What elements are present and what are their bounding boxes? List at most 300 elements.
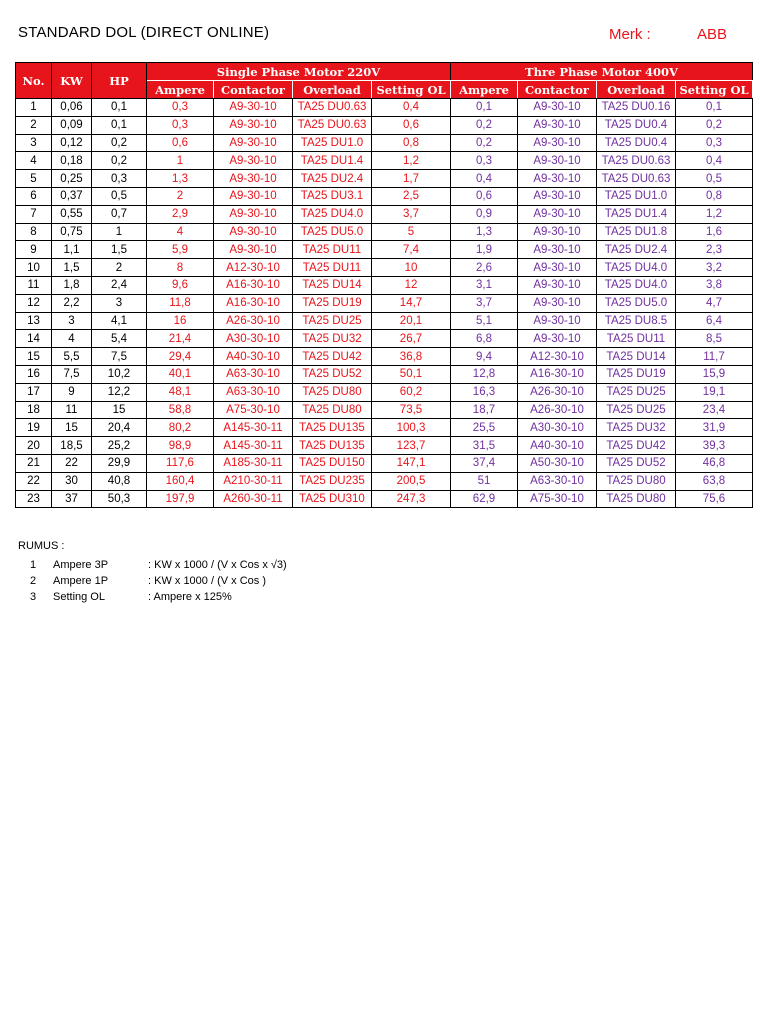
cell-t-con: A16-30-10	[518, 365, 597, 383]
cell-t-set: 46,8	[676, 454, 753, 472]
formula-name: Ampere 3P	[53, 559, 109, 571]
table-row	[16, 401, 753, 419]
cell-t-ovl: TA25 DU52	[597, 454, 676, 472]
cell-t-set: 0,8	[676, 187, 753, 205]
cell-s-amp: 58,8	[147, 401, 214, 419]
cell-t-amp: 62,9	[451, 490, 518, 508]
table-row	[16, 116, 753, 134]
cell-s-ovl: TA25 DU235	[293, 472, 372, 490]
cell-s-ovl: TA25 DU3.1	[293, 187, 372, 205]
cell-t-amp: 5,1	[451, 312, 518, 330]
cell-no: 21	[16, 454, 52, 472]
cell-t-con: A9-30-10	[518, 187, 597, 205]
cell-kw: 1,8	[52, 276, 92, 294]
cell-s-amp: 29,4	[147, 348, 214, 366]
cell-no: 1	[16, 99, 52, 117]
cell-t-amp: 3,1	[451, 276, 518, 294]
cell-s-set: 60,2	[372, 383, 451, 401]
cell-s-amp: 8	[147, 259, 214, 277]
cell-s-set: 10	[372, 259, 451, 277]
header-single-phase: Single Phase Motor 220V	[147, 63, 451, 81]
cell-t-amp: 25,5	[451, 419, 518, 437]
cell-t-con: A12-30-10	[518, 348, 597, 366]
table-row	[16, 365, 753, 383]
cell-t-ovl: TA25 DU1.8	[597, 223, 676, 241]
cell-no: 22	[16, 472, 52, 490]
cell-t-ovl: TA25 DU19	[597, 365, 676, 383]
cell-hp: 50,3	[92, 490, 147, 508]
header-three-phase: Thre Phase Motor 400V	[451, 63, 753, 81]
cell-s-con: A9-30-10	[214, 116, 293, 134]
cell-t-amp: 18,7	[451, 401, 518, 419]
table-row	[16, 419, 753, 437]
cell-t-set: 3,2	[676, 259, 753, 277]
cell-t-amp: 16,3	[451, 383, 518, 401]
cell-t-con: A26-30-10	[518, 383, 597, 401]
header-single-setting: Setting OL	[372, 81, 451, 99]
cell-s-amp: 0,3	[147, 116, 214, 134]
cell-t-amp: 6,8	[451, 330, 518, 348]
cell-t-set: 0,5	[676, 170, 753, 188]
cell-hp: 0,2	[92, 134, 147, 152]
cell-s-ovl: TA25 DU0.63	[293, 99, 372, 117]
cell-t-amp: 3,7	[451, 294, 518, 312]
cell-s-ovl: TA25 DU1.0	[293, 134, 372, 152]
cell-kw: 2,2	[52, 294, 92, 312]
cell-t-set: 39,3	[676, 437, 753, 455]
cell-t-set: 3,8	[676, 276, 753, 294]
cell-t-con: A9-30-10	[518, 276, 597, 294]
cell-s-con: A260-30-11	[214, 490, 293, 508]
cell-hp: 29,9	[92, 454, 147, 472]
cell-t-set: 1,2	[676, 205, 753, 223]
cell-s-con: A30-30-10	[214, 330, 293, 348]
formula-num: 2	[30, 575, 37, 587]
formula-expr: : KW x 1000 / (V x Cos x √3)	[148, 559, 287, 571]
cell-s-ovl: TA25 DU80	[293, 383, 372, 401]
cell-s-set: 73,5	[372, 401, 451, 419]
cell-t-set: 4,7	[676, 294, 753, 312]
cell-t-con: A50-30-10	[518, 454, 597, 472]
cell-hp: 5,4	[92, 330, 147, 348]
cell-kw: 4	[52, 330, 92, 348]
cell-hp: 1	[92, 223, 147, 241]
cell-t-amp: 2,6	[451, 259, 518, 277]
cell-no: 17	[16, 383, 52, 401]
cell-hp: 0,3	[92, 170, 147, 188]
cell-kw: 7,5	[52, 365, 92, 383]
page-title: STANDARD DOL (DIRECT ONLINE)	[18, 24, 270, 41]
cell-s-set: 7,4	[372, 241, 451, 259]
cell-s-con: A185-30-11	[214, 454, 293, 472]
table-row	[16, 383, 753, 401]
rumus-title: RUMUS :	[18, 540, 65, 552]
cell-s-ovl: TA25 DU0.63	[293, 116, 372, 134]
table-row	[16, 276, 753, 294]
cell-s-set: 50,1	[372, 365, 451, 383]
cell-s-amp: 11,8	[147, 294, 214, 312]
cell-hp: 3	[92, 294, 147, 312]
cell-t-con: A9-30-10	[518, 294, 597, 312]
cell-t-set: 0,3	[676, 134, 753, 152]
cell-s-con: A16-30-10	[214, 276, 293, 294]
cell-t-ovl: TA25 DU80	[597, 490, 676, 508]
cell-s-con: A9-30-10	[214, 170, 293, 188]
cell-s-ovl: TA25 DU5.0	[293, 223, 372, 241]
cell-t-con: A9-30-10	[518, 205, 597, 223]
cell-no: 19	[16, 419, 52, 437]
cell-s-amp: 16	[147, 312, 214, 330]
table-body	[16, 99, 753, 508]
cell-t-amp: 0,3	[451, 152, 518, 170]
cell-s-set: 1,7	[372, 170, 451, 188]
cell-t-con: A63-30-10	[518, 472, 597, 490]
cell-s-amp: 197,9	[147, 490, 214, 508]
cell-t-amp: 0,1	[451, 99, 518, 117]
cell-t-set: 8,5	[676, 330, 753, 348]
cell-t-amp: 51	[451, 472, 518, 490]
header-three-ampere: Ampere	[451, 81, 518, 99]
cell-t-ovl: TA25 DU2.4	[597, 241, 676, 259]
cell-s-set: 14,7	[372, 294, 451, 312]
header-three-overload: Overload	[597, 81, 676, 99]
cell-hp: 2	[92, 259, 147, 277]
cell-t-ovl: TA25 DU5.0	[597, 294, 676, 312]
cell-hp: 0,1	[92, 116, 147, 134]
cell-t-amp: 0,2	[451, 134, 518, 152]
cell-t-con: A30-30-10	[518, 419, 597, 437]
cell-s-ovl: TA25 DU32	[293, 330, 372, 348]
table-row	[16, 490, 753, 508]
cell-t-con: A9-30-10	[518, 134, 597, 152]
cell-no: 7	[16, 205, 52, 223]
cell-s-ovl: TA25 DU1.4	[293, 152, 372, 170]
cell-kw: 0,09	[52, 116, 92, 134]
cell-s-ovl: TA25 DU25	[293, 312, 372, 330]
cell-no: 18	[16, 401, 52, 419]
formula-line	[0, 559, 768, 573]
cell-s-amp: 2	[147, 187, 214, 205]
cell-s-ovl: TA25 DU80	[293, 401, 372, 419]
cell-no: 16	[16, 365, 52, 383]
cell-s-ovl: TA25 DU135	[293, 437, 372, 455]
cell-kw: 30	[52, 472, 92, 490]
dol-standard-table	[15, 62, 753, 508]
cell-t-ovl: TA25 DU11	[597, 330, 676, 348]
cell-t-con: A75-30-10	[518, 490, 597, 508]
cell-t-ovl: TA25 DU0.63	[597, 152, 676, 170]
cell-t-set: 15,9	[676, 365, 753, 383]
table-row	[16, 99, 753, 117]
cell-s-set: 123,7	[372, 437, 451, 455]
cell-kw: 22	[52, 454, 92, 472]
cell-s-con: A12-30-10	[214, 259, 293, 277]
cell-s-set: 26,7	[372, 330, 451, 348]
table-row	[16, 437, 753, 455]
cell-t-amp: 12,8	[451, 365, 518, 383]
cell-hp: 25,2	[92, 437, 147, 455]
cell-t-set: 63,8	[676, 472, 753, 490]
cell-hp: 7,5	[92, 348, 147, 366]
cell-hp: 0,5	[92, 187, 147, 205]
cell-s-con: A145-30-11	[214, 419, 293, 437]
cell-t-set: 0,2	[676, 116, 753, 134]
cell-hp: 40,8	[92, 472, 147, 490]
cell-hp: 0,2	[92, 152, 147, 170]
cell-no: 2	[16, 116, 52, 134]
table-row	[16, 223, 753, 241]
cell-s-ovl: TA25 DU2.4	[293, 170, 372, 188]
cell-no: 6	[16, 187, 52, 205]
header-hp: HP	[92, 63, 147, 99]
cell-t-set: 19,1	[676, 383, 753, 401]
cell-kw: 3	[52, 312, 92, 330]
cell-t-con: A9-30-10	[518, 152, 597, 170]
table-row	[16, 187, 753, 205]
cell-s-amp: 1	[147, 152, 214, 170]
cell-s-amp: 80,2	[147, 419, 214, 437]
cell-s-amp: 1,3	[147, 170, 214, 188]
formula-name: Ampere 1P	[53, 575, 109, 587]
cell-s-amp: 48,1	[147, 383, 214, 401]
cell-s-ovl: TA25 DU11	[293, 259, 372, 277]
cell-kw: 0,12	[52, 134, 92, 152]
cell-s-con: A210-30-11	[214, 472, 293, 490]
cell-s-set: 200,5	[372, 472, 451, 490]
cell-t-ovl: TA25 DU14	[597, 348, 676, 366]
cell-hp: 0,1	[92, 99, 147, 117]
cell-kw: 1,1	[52, 241, 92, 259]
formula-expr: : KW x 1000 / (V x Cos )	[148, 575, 266, 587]
cell-t-set: 75,6	[676, 490, 753, 508]
cell-kw: 18,5	[52, 437, 92, 455]
cell-s-set: 5	[372, 223, 451, 241]
formula-name: Setting OL	[53, 591, 105, 603]
cell-no: 12	[16, 294, 52, 312]
merk-value: ABB	[697, 26, 728, 43]
table-row	[16, 312, 753, 330]
cell-t-ovl: TA25 DU4.0	[597, 276, 676, 294]
cell-s-ovl: TA25 DU11	[293, 241, 372, 259]
cell-s-amp: 117,6	[147, 454, 214, 472]
formula-expr: : Ampere x 125%	[148, 591, 232, 603]
table-row	[16, 330, 753, 348]
formula-line	[0, 591, 768, 605]
cell-kw: 0,55	[52, 205, 92, 223]
table-row	[16, 472, 753, 490]
cell-s-amp: 9,6	[147, 276, 214, 294]
cell-no: 11	[16, 276, 52, 294]
header-no: No.	[16, 63, 52, 99]
cell-s-ovl: TA25 DU310	[293, 490, 372, 508]
cell-s-ovl: TA25 DU19	[293, 294, 372, 312]
cell-s-con: A63-30-10	[214, 383, 293, 401]
header-single-ampere: Ampere	[147, 81, 214, 99]
cell-kw: 5,5	[52, 348, 92, 366]
cell-kw: 0,18	[52, 152, 92, 170]
cell-s-amp: 0,6	[147, 134, 214, 152]
cell-hp: 4,1	[92, 312, 147, 330]
cell-hp: 15	[92, 401, 147, 419]
cell-hp: 12,2	[92, 383, 147, 401]
cell-kw: 0,37	[52, 187, 92, 205]
cell-t-set: 1,6	[676, 223, 753, 241]
cell-t-ovl: TA25 DU25	[597, 383, 676, 401]
cell-s-ovl: TA25 DU135	[293, 419, 372, 437]
cell-t-amp: 9,4	[451, 348, 518, 366]
cell-s-amp: 21,4	[147, 330, 214, 348]
table-row	[16, 134, 753, 152]
cell-t-ovl: TA25 DU0.4	[597, 116, 676, 134]
cell-kw: 11	[52, 401, 92, 419]
cell-s-con: A9-30-10	[214, 241, 293, 259]
cell-t-con: A9-30-10	[518, 116, 597, 134]
cell-s-con: A16-30-10	[214, 294, 293, 312]
cell-no: 13	[16, 312, 52, 330]
cell-kw: 0,06	[52, 99, 92, 117]
cell-s-con: A9-30-10	[214, 152, 293, 170]
table-row	[16, 241, 753, 259]
cell-hp: 1,5	[92, 241, 147, 259]
cell-t-con: A9-30-10	[518, 259, 597, 277]
cell-t-amp: 0,2	[451, 116, 518, 134]
cell-no: 14	[16, 330, 52, 348]
cell-s-set: 1,2	[372, 152, 451, 170]
cell-no: 10	[16, 259, 52, 277]
cell-s-con: A9-30-10	[214, 99, 293, 117]
cell-t-ovl: TA25 DU0.4	[597, 134, 676, 152]
table-row	[16, 170, 753, 188]
merk-label: Merk :	[609, 26, 651, 43]
cell-s-set: 147,1	[372, 454, 451, 472]
cell-t-set: 23,4	[676, 401, 753, 419]
cell-t-ovl: TA25 DU0.16	[597, 99, 676, 117]
cell-kw: 0,75	[52, 223, 92, 241]
cell-s-set: 3,7	[372, 205, 451, 223]
cell-s-amp: 0,3	[147, 99, 214, 117]
cell-s-set: 12	[372, 276, 451, 294]
cell-kw: 15	[52, 419, 92, 437]
cell-s-amp: 98,9	[147, 437, 214, 455]
formula-line	[0, 575, 768, 589]
cell-no: 15	[16, 348, 52, 366]
cell-no: 8	[16, 223, 52, 241]
header-kw: KW	[52, 63, 92, 99]
cell-t-ovl: TA25 DU1.0	[597, 187, 676, 205]
cell-kw: 9	[52, 383, 92, 401]
cell-hp: 10,2	[92, 365, 147, 383]
cell-no: 4	[16, 152, 52, 170]
cell-s-amp: 4	[147, 223, 214, 241]
cell-t-con: A40-30-10	[518, 437, 597, 455]
cell-t-con: A9-30-10	[518, 330, 597, 348]
formula-num: 3	[30, 591, 37, 603]
cell-hp: 20,4	[92, 419, 147, 437]
cell-s-con: A9-30-10	[214, 223, 293, 241]
cell-s-con: A63-30-10	[214, 365, 293, 383]
cell-s-set: 100,3	[372, 419, 451, 437]
header-three-contactor: Contactor	[518, 81, 597, 99]
cell-t-set: 0,1	[676, 99, 753, 117]
cell-s-set: 20,1	[372, 312, 451, 330]
formula-num: 1	[30, 559, 37, 571]
cell-t-set: 31,9	[676, 419, 753, 437]
cell-s-set: 36,8	[372, 348, 451, 366]
cell-s-con: A40-30-10	[214, 348, 293, 366]
cell-s-ovl: TA25 DU42	[293, 348, 372, 366]
cell-t-ovl: TA25 DU1.4	[597, 205, 676, 223]
table-row	[16, 454, 753, 472]
table-row	[16, 259, 753, 277]
cell-no: 3	[16, 134, 52, 152]
cell-t-con: A9-30-10	[518, 223, 597, 241]
cell-s-amp: 160,4	[147, 472, 214, 490]
cell-s-ovl: TA25 DU14	[293, 276, 372, 294]
table-row	[16, 152, 753, 170]
cell-s-con: A9-30-10	[214, 205, 293, 223]
cell-t-amp: 0,6	[451, 187, 518, 205]
cell-kw: 0,25	[52, 170, 92, 188]
cell-t-set: 2,3	[676, 241, 753, 259]
cell-s-amp: 40,1	[147, 365, 214, 383]
cell-s-amp: 2,9	[147, 205, 214, 223]
cell-t-con: A9-30-10	[518, 99, 597, 117]
cell-t-amp: 37,4	[451, 454, 518, 472]
cell-s-ovl: TA25 DU150	[293, 454, 372, 472]
cell-t-ovl: TA25 DU42	[597, 437, 676, 455]
cell-s-set: 0,6	[372, 116, 451, 134]
cell-t-amp: 0,4	[451, 170, 518, 188]
cell-s-set: 247,3	[372, 490, 451, 508]
cell-t-con: A26-30-10	[518, 401, 597, 419]
cell-s-ovl: TA25 DU52	[293, 365, 372, 383]
cell-t-con: A9-30-10	[518, 312, 597, 330]
cell-s-con: A75-30-10	[214, 401, 293, 419]
table-row	[16, 294, 753, 312]
header-single-contactor: Contactor	[214, 81, 293, 99]
cell-t-ovl: TA25 DU25	[597, 401, 676, 419]
cell-t-set: 6,4	[676, 312, 753, 330]
cell-t-amp: 1,9	[451, 241, 518, 259]
cell-s-con: A9-30-10	[214, 187, 293, 205]
table-row	[16, 348, 753, 366]
cell-no: 9	[16, 241, 52, 259]
cell-hp: 0,7	[92, 205, 147, 223]
cell-s-con: A9-30-10	[214, 134, 293, 152]
table-row	[16, 205, 753, 223]
header-three-setting: Setting OL	[676, 81, 753, 99]
cell-t-set: 0,4	[676, 152, 753, 170]
header-single-overload: Overload	[293, 81, 372, 99]
cell-t-amp: 1,3	[451, 223, 518, 241]
cell-t-set: 11,7	[676, 348, 753, 366]
cell-s-set: 0,8	[372, 134, 451, 152]
cell-kw: 37	[52, 490, 92, 508]
cell-kw: 1,5	[52, 259, 92, 277]
cell-s-con: A145-30-11	[214, 437, 293, 455]
cell-s-set: 0,4	[372, 99, 451, 117]
cell-t-ovl: TA25 DU32	[597, 419, 676, 437]
cell-s-amp: 5,9	[147, 241, 214, 259]
cell-t-ovl: TA25 DU0.63	[597, 170, 676, 188]
cell-no: 23	[16, 490, 52, 508]
cell-t-amp: 0,9	[451, 205, 518, 223]
cell-hp: 2,4	[92, 276, 147, 294]
cell-s-con: A26-30-10	[214, 312, 293, 330]
cell-t-amp: 31,5	[451, 437, 518, 455]
cell-t-con: A9-30-10	[518, 241, 597, 259]
cell-s-set: 2,5	[372, 187, 451, 205]
